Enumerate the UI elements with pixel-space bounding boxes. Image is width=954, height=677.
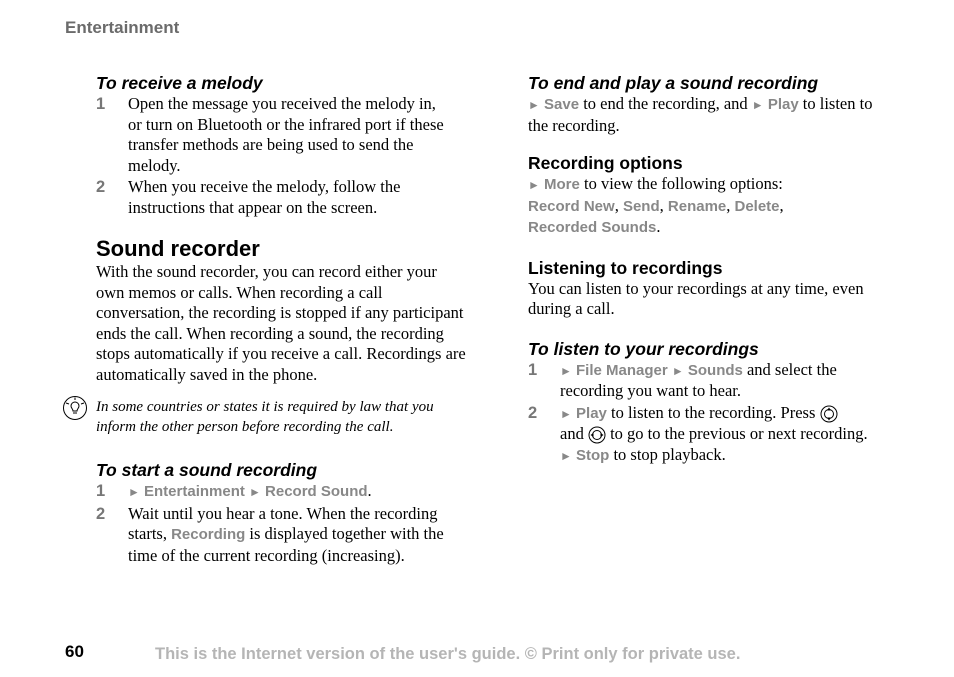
page-number: 60 <box>65 642 84 661</box>
legal-note-text: In some countries or states it is required by law that you inform the other person before recording the call. <box>96 399 434 435</box>
tip-bulb-icon <box>62 395 88 421</box>
footer-notice: This is the Internet version of the user's guide. © Print only for private use. <box>155 645 741 663</box>
listening-body: You can listen to your recordings at any time, even during a call. <box>528 278 864 318</box>
arrow-icon: ► <box>528 98 540 112</box>
menu-entertainment: Entertainment <box>144 483 245 500</box>
softkey-play: Play <box>576 404 607 422</box>
option-delete: Delete <box>734 197 780 215</box>
section-header: Entertainment <box>65 18 180 37</box>
arrow-icon: ► <box>560 448 572 463</box>
listen-step-2 <box>528 403 920 467</box>
sound-recorder-body: With the sound recorder, you can record either your own memos or calls. When recording a call conversation, the recording is stopped if any participant ends the call. When recording a sound, the recording stops automatically if you receive a call. Recordings are automatically saved in the phone. <box>96 262 466 384</box>
arrow-icon: ► <box>560 406 572 421</box>
step-number: 2 <box>96 504 106 523</box>
arrow-icon: ► <box>128 485 140 499</box>
text-fragment: to listen to the recording. <box>528 94 873 135</box>
softkey-save: Save <box>544 96 580 113</box>
menu-sounds: Sounds <box>687 361 743 379</box>
period: . <box>656 217 661 236</box>
step-number: 2 <box>96 178 106 196</box>
separator: , <box>779 195 784 215</box>
start-recording-title: To start a sound recording <box>96 460 318 480</box>
legal-note <box>96 397 476 437</box>
sound-recorder-title: Sound recorder <box>96 236 260 261</box>
option-rename: Rename <box>667 197 727 215</box>
start-step-1 <box>96 481 476 503</box>
end-play-title: To end and play a sound recording <box>528 73 819 93</box>
option-send: Send <box>622 197 660 215</box>
receive-step-2 <box>96 177 476 218</box>
softkey-stop: Stop <box>576 446 610 464</box>
listening-title: Listening to recordings <box>528 257 723 278</box>
arrow-icon: ► <box>249 485 261 499</box>
period: . <box>367 481 372 500</box>
end-play-body <box>528 94 888 136</box>
option-recorded-sounds: Recorded Sounds <box>528 219 657 236</box>
recording-options-body <box>528 174 898 239</box>
listen-proc-title: To listen to your recordings <box>528 338 759 359</box>
step-number: 1 <box>96 95 106 113</box>
right-column <box>528 72 908 466</box>
softkey-play: Play <box>767 96 799 113</box>
menu-record-sound: Record Sound <box>265 483 368 500</box>
text-fragment: to end the recording, and <box>579 94 752 113</box>
option-record-new: Record New <box>528 197 615 215</box>
nav-left-right-key-icon <box>588 426 606 444</box>
step-text-post: is displayed together with the time of the current recording (increasing). <box>128 524 444 565</box>
text-fragment: to view the following options: <box>579 174 783 193</box>
separator: , <box>659 195 668 215</box>
softkey-more: More <box>544 176 580 193</box>
recording-status-label: Recording <box>171 526 246 543</box>
recording-options-title: Recording options <box>528 153 683 173</box>
step-text: Open the message you received the melody in, or turn on Bluetooth or the infrared port if these transfer methods are being used to send the melody. <box>128 94 444 175</box>
text-fragment: to listen to the recording. Press <box>606 402 820 422</box>
nav-up-down-key-icon <box>820 405 838 423</box>
separator: , <box>726 195 735 215</box>
text-fragment: to go to the previous or next recording. <box>605 424 868 443</box>
text-fragment: and <box>560 424 588 443</box>
receive-step-1 <box>96 94 476 176</box>
arrow-icon: ► <box>671 363 684 378</box>
step-number: 1 <box>96 482 106 500</box>
step-number: 2 <box>528 403 538 422</box>
arrow-icon: ► <box>751 98 764 112</box>
step-number: 1 <box>528 360 538 379</box>
receive-melody-title: To receive a melody <box>96 73 263 93</box>
menu-file-manager: File Manager <box>576 361 668 379</box>
text-fragment: to stop playback. <box>609 444 726 464</box>
left-column <box>96 72 476 566</box>
step-text-pre: Wait until you hear a tone. When the recording starts, <box>128 503 438 543</box>
listen-step-1 <box>528 360 900 402</box>
arrow-icon: ► <box>528 178 540 192</box>
arrow-icon: ► <box>560 363 572 378</box>
start-step-2 <box>96 504 468 567</box>
step-text: When you receive the melody, follow the instructions that appear on the screen. <box>128 177 401 217</box>
separator: , <box>614 195 623 215</box>
text-fragment: and select the recording you want to hear. <box>560 359 837 400</box>
